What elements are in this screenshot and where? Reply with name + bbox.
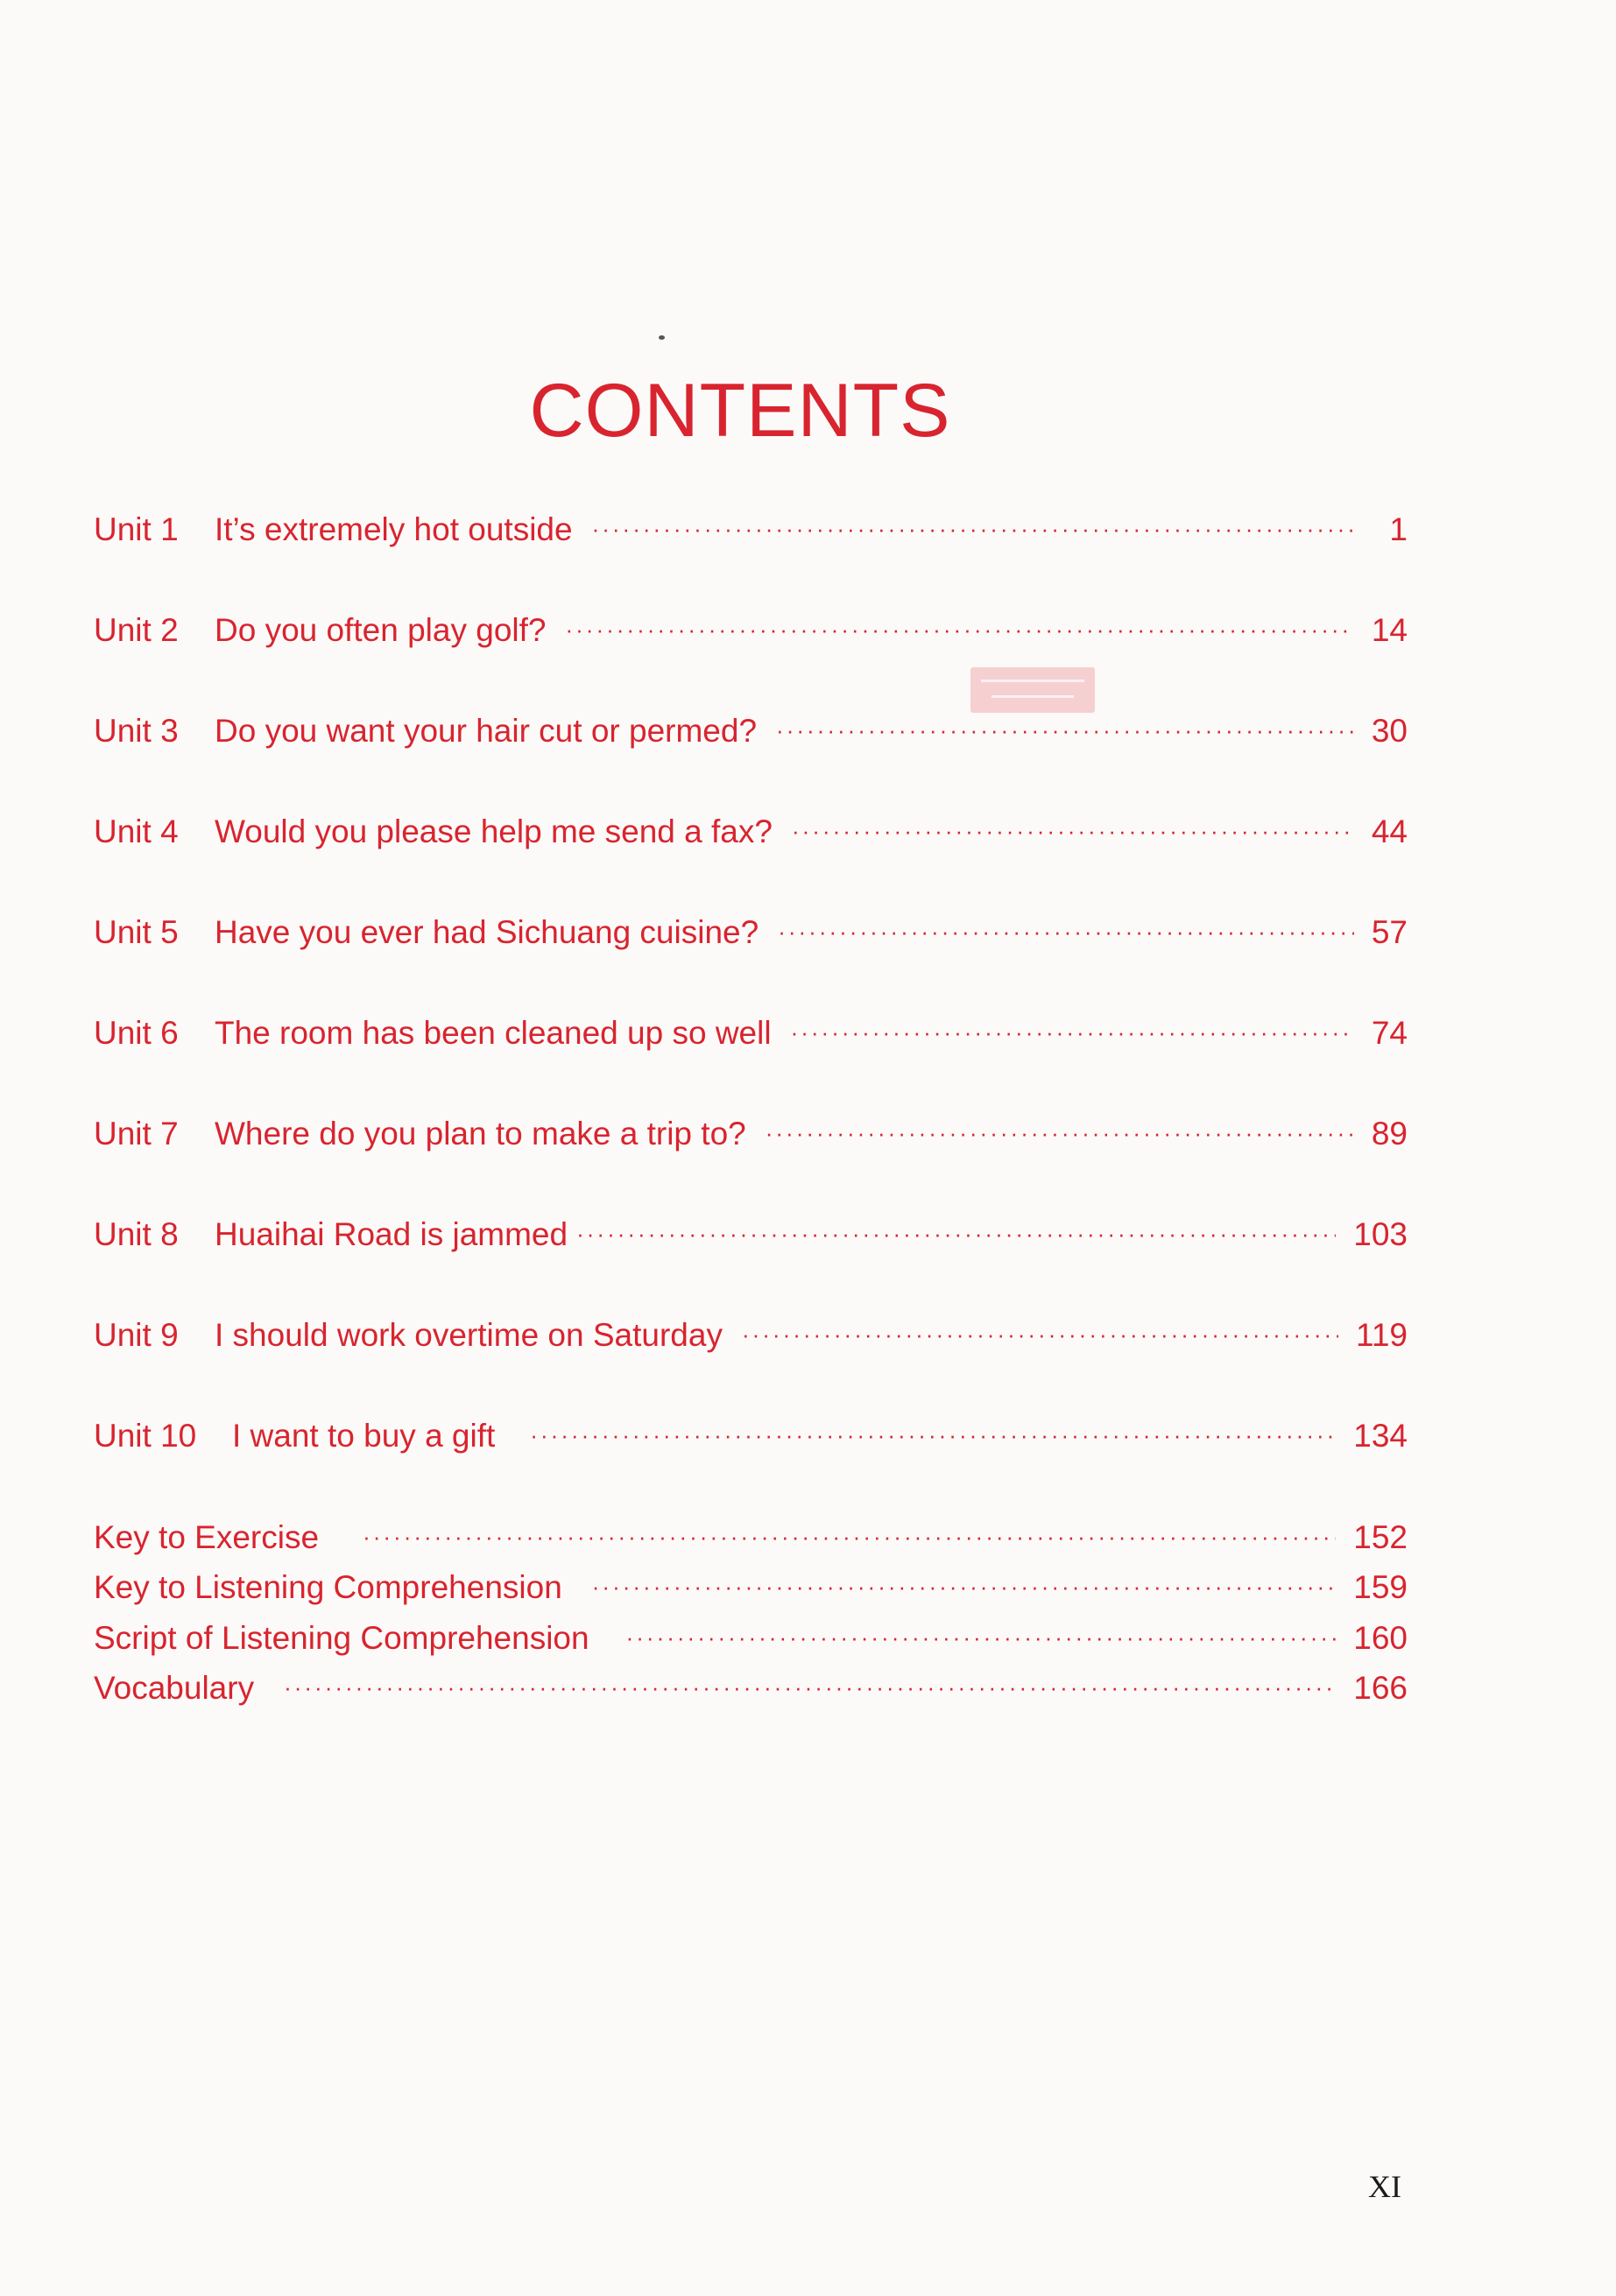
entry-title: Script of Listening Comprehension <box>94 1620 589 1656</box>
entry-title: Key to Listening Comprehension <box>94 1569 562 1605</box>
entry-title: Vocabulary <box>94 1670 255 1706</box>
dot-leader <box>742 1313 1338 1356</box>
dot-leader <box>776 708 1354 752</box>
dot-leader <box>284 1666 1336 1709</box>
library-stamp <box>970 667 1095 713</box>
toc-entry-unit-4 <box>94 810 1408 854</box>
unit-label: Unit 2 <box>94 612 179 648</box>
page-number: 30 <box>1371 713 1408 749</box>
entry-title: It’s extremely hot outside <box>215 511 573 547</box>
unit-label: Unit 9 <box>94 1317 179 1353</box>
entry-title: Have you ever had Sichuang cuisine? <box>215 914 759 950</box>
toc-entry-unit-8 <box>94 1213 1408 1257</box>
stamp-line <box>991 695 1074 698</box>
entry-title: The room has been cleaned up so well <box>215 1015 772 1051</box>
toc-entry-unit-10 <box>94 1414 1408 1458</box>
page-number: 89 <box>1371 1116 1408 1152</box>
toc-entry-unit-2 <box>94 609 1408 652</box>
dot-leader <box>576 1212 1336 1256</box>
toc-entry-key-to-listening <box>94 1566 1408 1609</box>
unit-label: Unit 7 <box>94 1116 179 1152</box>
toc-entry-vocabulary <box>94 1666 1408 1710</box>
page-number: 160 <box>1353 1620 1408 1656</box>
toc-entry-key-to-exercise <box>94 1516 1408 1560</box>
toc-entry-unit-5 <box>94 911 1408 954</box>
unit-label: Unit 3 <box>94 713 179 749</box>
unit-label: Unit 1 <box>94 511 179 547</box>
page-number: 134 <box>1353 1418 1408 1454</box>
entry-title: Do you want your hair cut or permed? <box>215 713 758 749</box>
dot-leader <box>792 809 1354 853</box>
dot-leader <box>766 1111 1354 1155</box>
page-number: 14 <box>1371 612 1408 648</box>
stamp-line <box>981 680 1084 682</box>
entry-title: Key to Exercise <box>94 1519 320 1555</box>
ink-speck <box>659 335 665 340</box>
unit-label: Unit 8 <box>94 1216 179 1252</box>
entry-title: Would you please help me send a fax? <box>215 813 773 849</box>
dot-leader <box>626 1616 1337 1659</box>
dot-leader <box>565 608 1353 651</box>
dot-leader <box>592 507 1358 551</box>
dot-leader <box>363 1515 1336 1559</box>
page-number: 152 <box>1353 1519 1408 1555</box>
entry-title: Do you often play golf? <box>215 612 547 648</box>
entry-title: Huaihai Road is jammed <box>215 1216 568 1252</box>
toc-entry-unit-7 <box>94 1112 1408 1156</box>
page-title: CONTENTS <box>529 369 951 453</box>
page-number: 1 <box>1389 511 1408 547</box>
toc-entry-script-of-listening <box>94 1616 1408 1660</box>
dot-leader <box>592 1565 1337 1609</box>
unit-label: Unit 5 <box>94 914 179 950</box>
dot-leader <box>530 1413 1336 1457</box>
toc-entry-unit-6 <box>94 1011 1408 1055</box>
page-folio: XI <box>1368 2169 1401 2204</box>
page-number: 166 <box>1353 1670 1408 1706</box>
page-number: 74 <box>1371 1015 1408 1051</box>
unit-label: Unit 10 <box>94 1418 197 1454</box>
dot-leader <box>778 910 1354 954</box>
entry-title: I want to buy a gift <box>232 1418 496 1454</box>
page-number: 57 <box>1371 914 1408 950</box>
page-number: 44 <box>1371 813 1408 849</box>
page-number: 119 <box>1356 1317 1408 1353</box>
entry-title: I should work overtime on Saturday <box>215 1317 723 1353</box>
page-number: 159 <box>1353 1569 1408 1605</box>
unit-label: Unit 6 <box>94 1015 179 1051</box>
page-number: 103 <box>1353 1216 1408 1252</box>
toc-entry-unit-3 <box>94 709 1408 753</box>
dot-leader <box>791 1011 1354 1054</box>
entry-title: Where do you plan to make a trip to? <box>215 1116 746 1152</box>
toc-entry-unit-1 <box>94 508 1408 552</box>
unit-label: Unit 4 <box>94 813 179 849</box>
toc-entry-unit-9 <box>94 1314 1408 1357</box>
